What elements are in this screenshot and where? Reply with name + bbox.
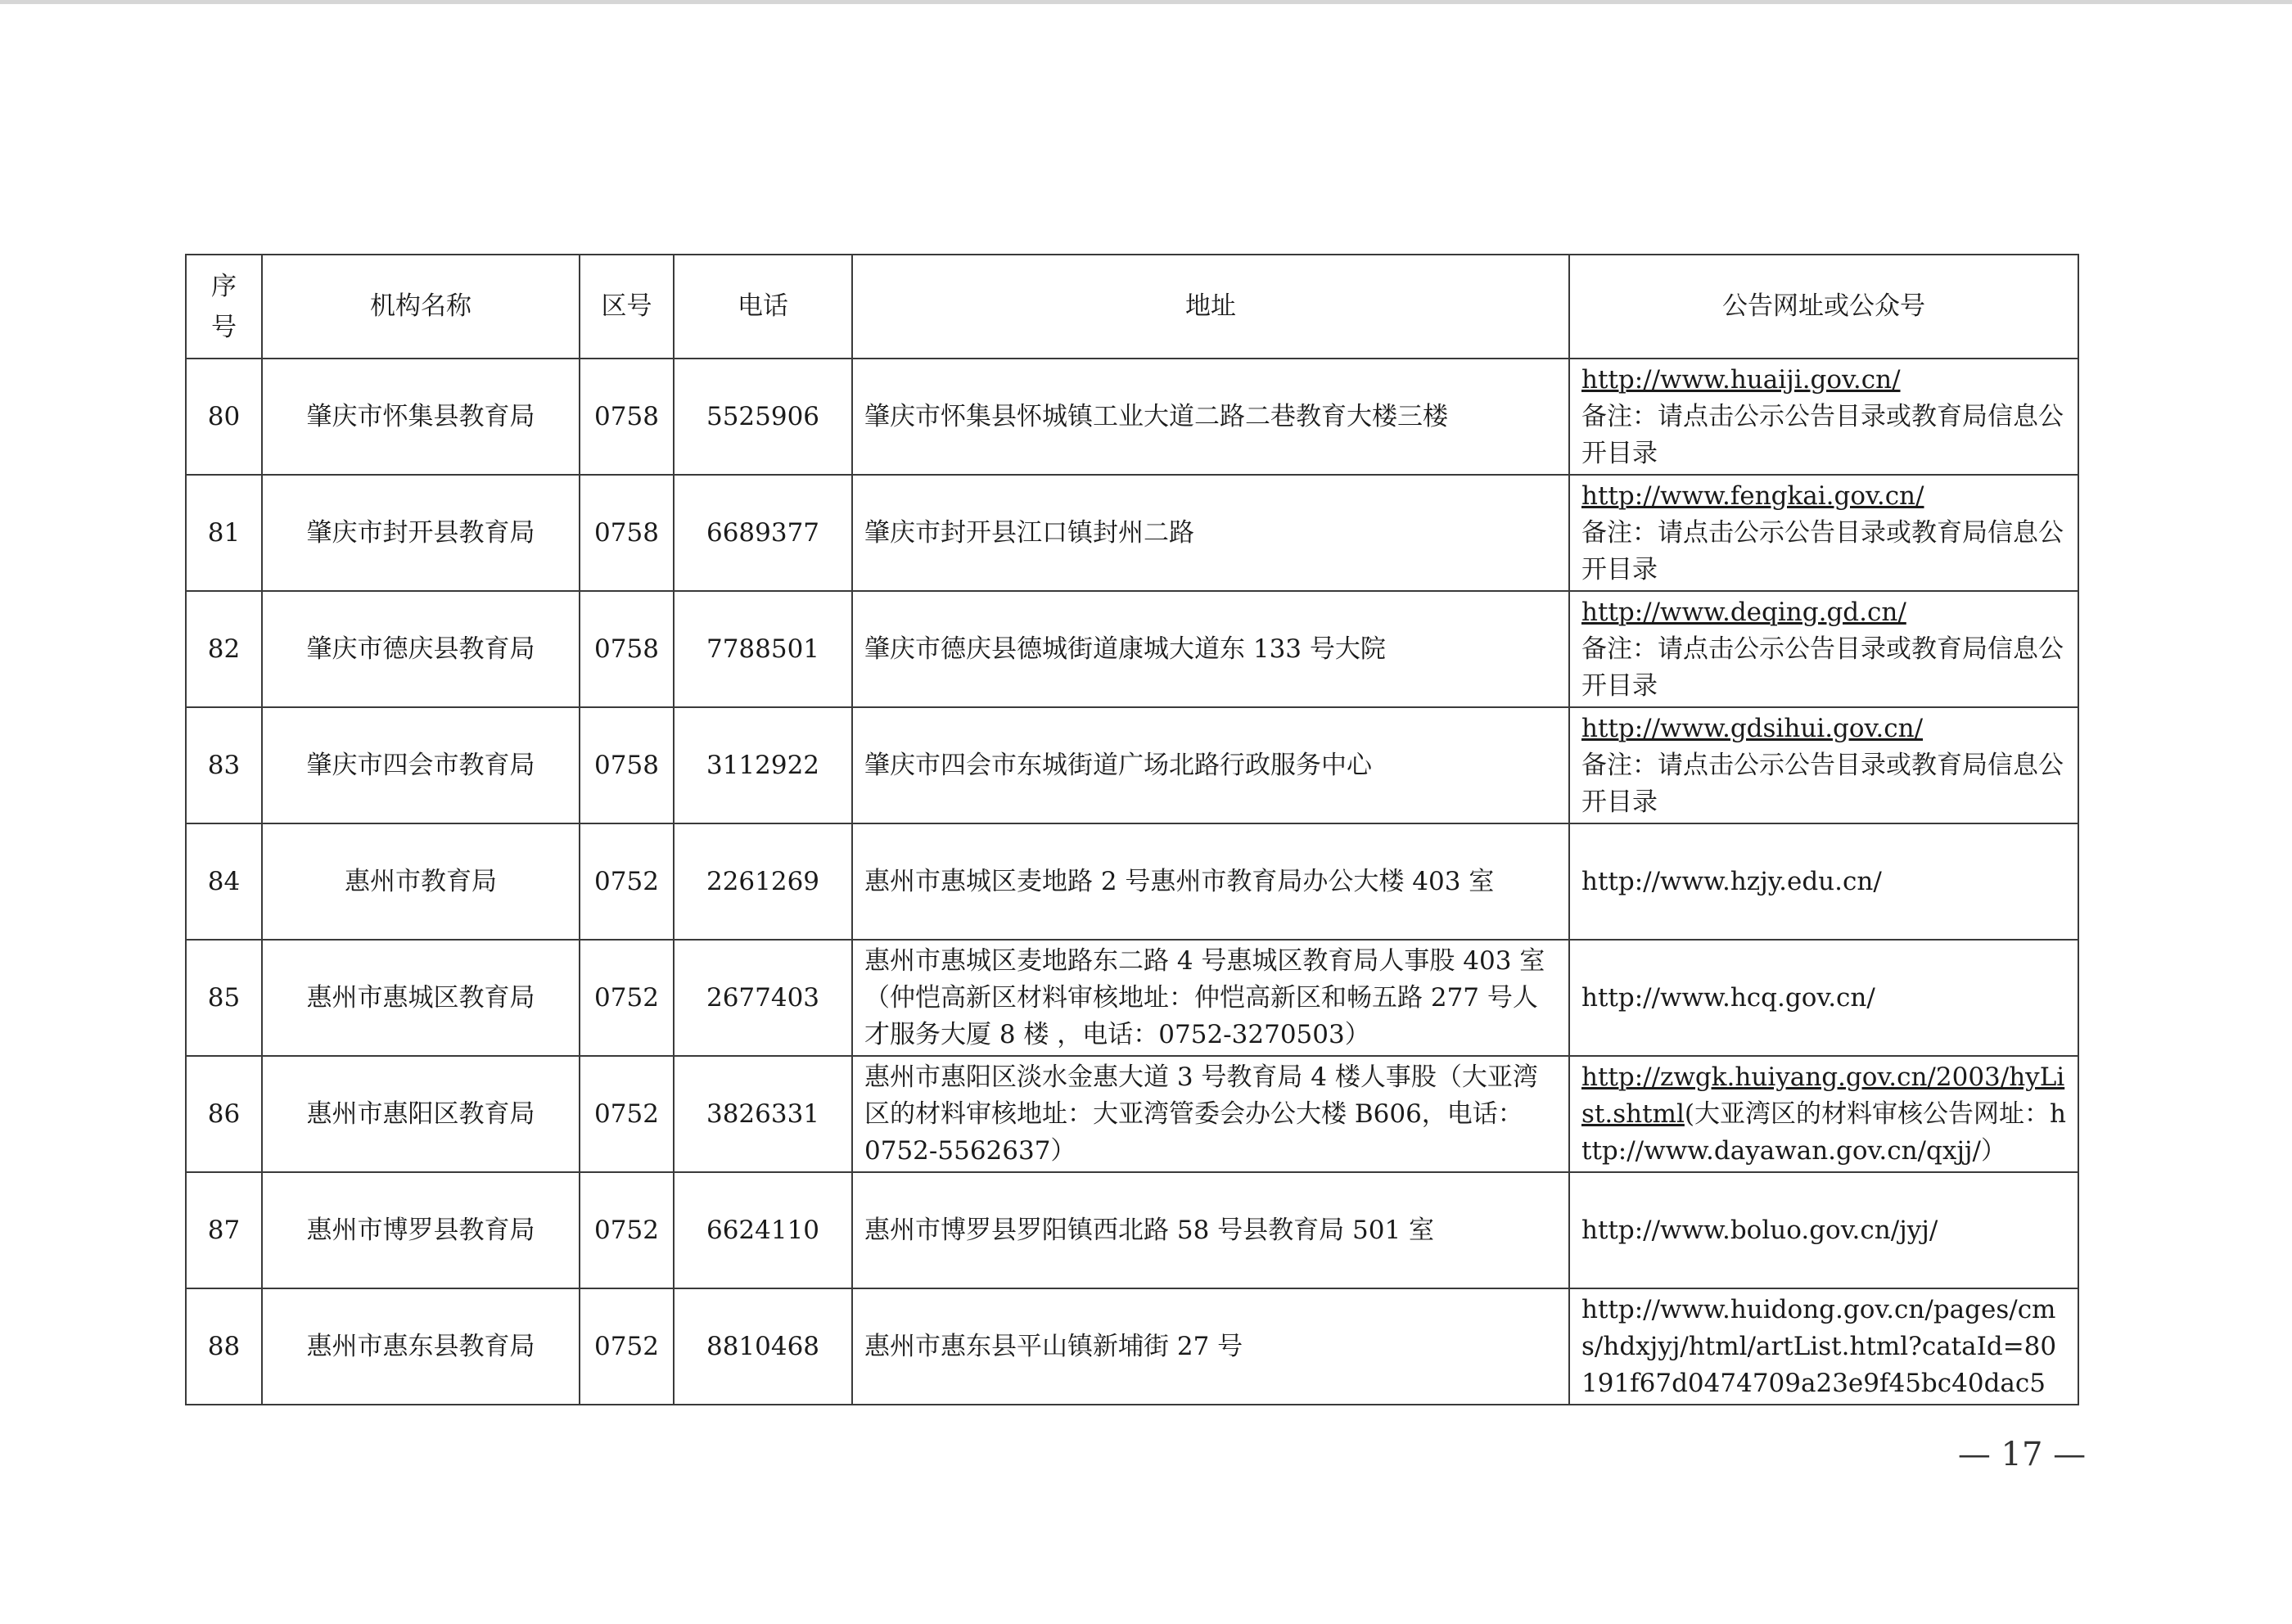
agency-name: 肇庆市德庆县教育局 <box>262 591 580 707</box>
agency-name: 惠州市博罗县教育局 <box>262 1172 580 1288</box>
address: 惠州市惠东县平山镇新埔街 27 号 <box>852 1288 1569 1405</box>
agency-name: 惠州市教育局 <box>262 823 580 940</box>
area-code: 0752 <box>580 1056 674 1172</box>
notice-remark: (大亚湾区的材料审核公告网址：http://www.dayawan.gov.cn/qxjj/） <box>1581 1098 2066 1166</box>
area-code: 0752 <box>580 823 674 940</box>
address: 惠州市惠阳区淡水金惠大道 3 号教育局 4 楼人事股（大亚湾区的材料审核地址：大亚湾管委会办公大楼 B606，电话：0752-5562637） <box>852 1056 1569 1172</box>
notice-url-cell <box>1569 940 2078 1056</box>
table-row <box>186 823 2078 940</box>
address: 惠州市惠城区麦地路东二路 4 号惠城区教育局人事股 403 室（仲恺高新区材料审核地址：仲恺高新区和畅五路 277 号人才服务大厦 8 楼 ，电话：0752-3270503） <box>852 940 1569 1056</box>
header-name: 机构名称 <box>262 255 580 359</box>
agency-name: 肇庆市怀集县教育局 <box>262 359 580 475</box>
area-code: 0758 <box>580 359 674 475</box>
area-code: 0752 <box>580 1288 674 1405</box>
agency-name: 肇庆市封开县教育局 <box>262 475 580 591</box>
agency-name: 惠州市惠阳区教育局 <box>262 1056 580 1172</box>
notice-remark: 备注：请点击公示公告目录或教育局信息公开目录 <box>1581 750 2064 817</box>
notice-remark: 备注：请点击公示公告目录或教育局信息公开目录 <box>1581 517 2064 584</box>
row-number: 83 <box>186 707 262 823</box>
agency-name: 惠州市惠城区教育局 <box>262 940 580 1056</box>
row-number: 85 <box>186 940 262 1056</box>
address: 惠州市惠城区麦地路 2 号惠州市教育局办公大楼 403 室 <box>852 823 1569 940</box>
header-tel: 电话 <box>674 255 852 359</box>
agency-name: 肇庆市四会市教育局 <box>262 707 580 823</box>
area-code: 0758 <box>580 707 674 823</box>
phone-number: 8810468 <box>674 1288 852 1405</box>
header-addr: 地址 <box>852 255 1569 359</box>
row-number: 86 <box>186 1056 262 1172</box>
area-code: 0758 <box>580 591 674 707</box>
header-code: 区号 <box>580 255 674 359</box>
notice-remark: 备注：请点击公示公告目录或教育局信息公开目录 <box>1581 401 2064 468</box>
address: 惠州市博罗县罗阳镇西北路 58 号县教育局 501 室 <box>852 1172 1569 1288</box>
table-header-row <box>186 255 2078 359</box>
area-code: 0758 <box>580 475 674 591</box>
phone-number: 5525906 <box>674 359 852 475</box>
notice-url-cell <box>1569 707 2078 823</box>
area-code: 0752 <box>580 1172 674 1288</box>
phone-number: 6624110 <box>674 1172 852 1288</box>
notice-url-cell <box>1569 475 2078 591</box>
notice-url-link[interactable]: http://www.fengkai.gov.cn/ <box>1581 480 1924 511</box>
table-row <box>186 359 2078 475</box>
table-row <box>186 940 2078 1056</box>
table-row <box>186 1288 2078 1405</box>
phone-number: 6689377 <box>674 475 852 591</box>
table-row <box>186 707 2078 823</box>
table-row <box>186 1172 2078 1288</box>
header-num: 序 号 <box>186 255 262 359</box>
row-number: 88 <box>186 1288 262 1405</box>
notice-url-link[interactable]: http://www.hzjy.edu.cn/ <box>1581 866 1882 896</box>
row-number: 81 <box>186 475 262 591</box>
area-code: 0752 <box>580 940 674 1056</box>
notice-url-link[interactable]: http://www.hcq.gov.cn/ <box>1581 982 1875 1013</box>
row-number: 84 <box>186 823 262 940</box>
address: 肇庆市四会市东城街道广场北路行政服务中心 <box>852 707 1569 823</box>
page-number: — 17 — <box>1957 1436 2087 1473</box>
notice-url-cell <box>1569 1056 2078 1172</box>
row-number: 82 <box>186 591 262 707</box>
address: 肇庆市封开县江口镇封州二路 <box>852 475 1569 591</box>
scan-top-edge <box>0 0 2292 4</box>
notice-url-link[interactable]: http://zwgk.huiyang.gov.cn/2003/hyList.shtml <box>1581 1062 2065 1129</box>
notice-url-cell <box>1569 1172 2078 1288</box>
phone-number: 2677403 <box>674 940 852 1056</box>
notice-remark: 备注：请点击公示公告目录或教育局信息公开目录 <box>1581 634 2064 701</box>
header-url: 公告网址或公众号 <box>1569 255 2078 359</box>
notice-url-link[interactable]: http://www.deqing.gd.cn/ <box>1581 597 1906 627</box>
notice-url-link[interactable]: http://www.huaiji.gov.cn/ <box>1581 364 1901 395</box>
education-bureau-contact-table <box>185 254 2079 1405</box>
phone-number: 3112922 <box>674 707 852 823</box>
row-number: 87 <box>186 1172 262 1288</box>
notice-url-cell <box>1569 1288 2078 1405</box>
table-row <box>186 475 2078 591</box>
address: 肇庆市怀集县怀城镇工业大道二路二巷教育大楼三楼 <box>852 359 1569 475</box>
phone-number: 3826331 <box>674 1056 852 1172</box>
table-row <box>186 591 2078 707</box>
notice-url-link[interactable]: http://www.gdsihui.gov.cn/ <box>1581 713 1924 743</box>
notice-url-cell <box>1569 823 2078 940</box>
notice-url-cell <box>1569 359 2078 475</box>
agency-name: 惠州市惠东县教育局 <box>262 1288 580 1405</box>
notice-url-cell <box>1569 591 2078 707</box>
address: 肇庆市德庆县德城街道康城大道东 133 号大院 <box>852 591 1569 707</box>
phone-number: 7788501 <box>674 591 852 707</box>
notice-url-link[interactable]: http://www.boluo.gov.cn/jyj/ <box>1581 1215 1938 1245</box>
phone-number: 2261269 <box>674 823 852 940</box>
table-row <box>186 1056 2078 1172</box>
row-number: 80 <box>186 359 262 475</box>
notice-url-link[interactable]: http://www.huidong.gov.cn/pages/cms/hdxjyj/html/artList.html?cataId=80191f67d0474709a23e9f45bc40dac5 <box>1581 1294 2057 1398</box>
